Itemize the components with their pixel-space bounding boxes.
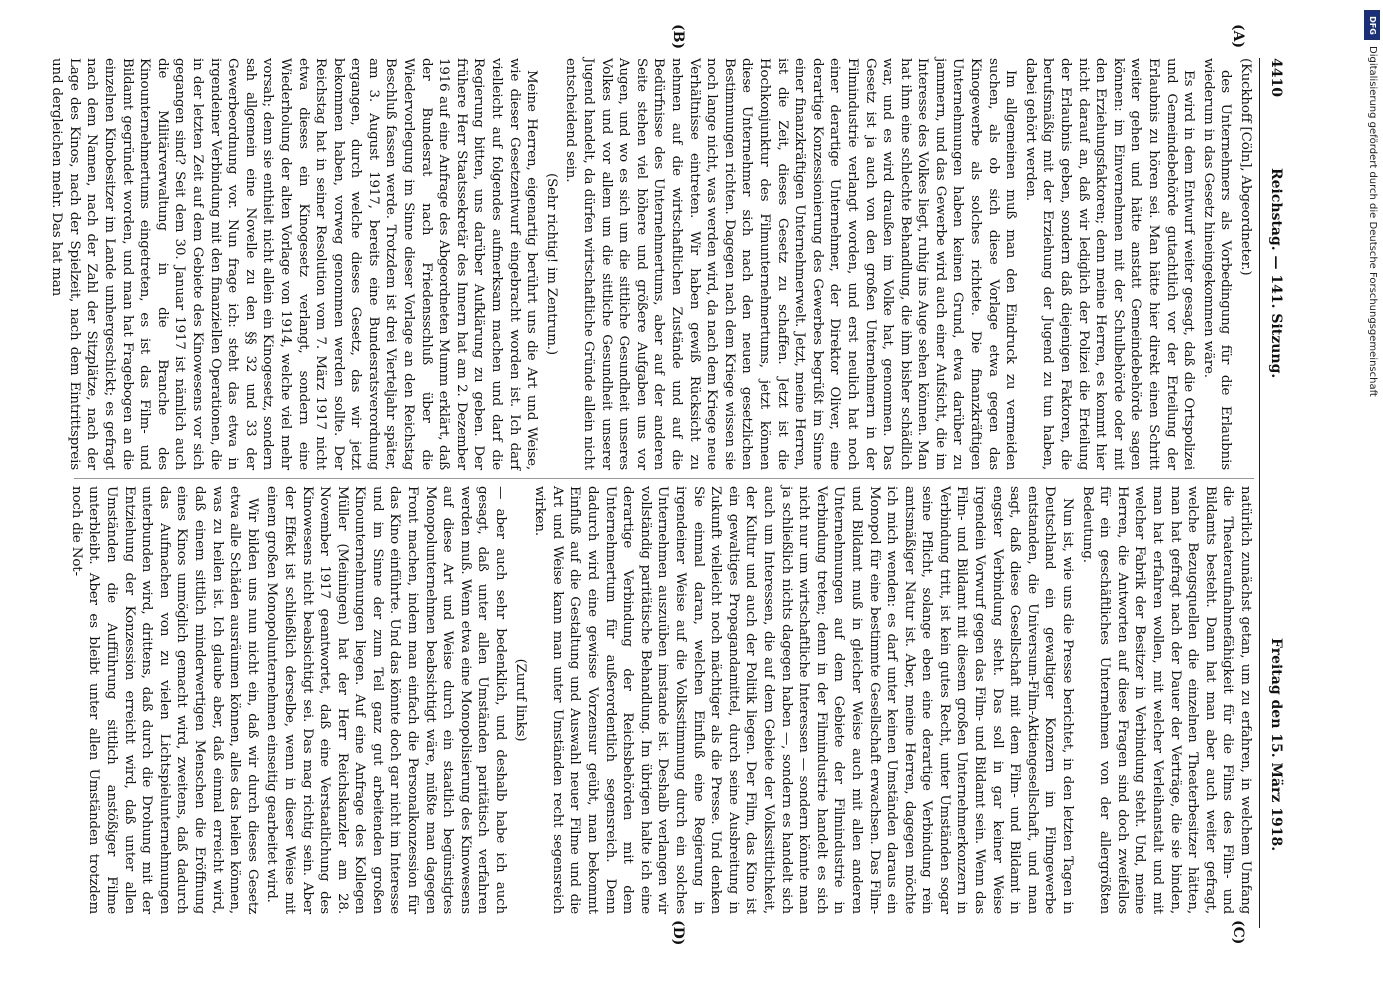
- page-number: 4410: [1268, 58, 1284, 97]
- interjection: (Sehr richtig! im Zentrum.): [543, 173, 559, 355]
- dfg-logo-icon: [1364, 10, 1380, 40]
- left-column: [49, 58, 1254, 470]
- credit-text: Digitalisierung gefördert durch die Deutsche Forschungsgemeinschaft: [1367, 46, 1378, 397]
- column-divider: [74, 478, 1254, 479]
- margin-marker-c: (C): [1230, 920, 1246, 945]
- margin-marker-a: (A): [1230, 24, 1246, 49]
- interjection: (Zuruf links): [512, 658, 528, 742]
- header-right-title: Freitag den 15. März 1918.: [1268, 638, 1284, 852]
- left-paragraph: des Unternehmers als Vorbedingung für die Erlaubnis wiederum in das Gesetz hineingekommen wäre.: [1200, 58, 1234, 470]
- left-paragraph: Meine Herren, eigenartig berührt uns die Art und Weise, wie dieser Gesetzentwurf eingebracht worden ist. Ich darf vielleicht auf folgendes aufmerksam machen und darf die Regierung bitten, uns darüber Aufklärung zu geben. Der frühere Herr Staatssekretär des Innern hat am 2. Dezember 1916 auf eine Anfrage des Abgeordneten Mumm erklärt, daß der Bundesrat nach Friedensschluß über die Wiedervorlegung im Sinne dieser Vorlage an den Reichstag Beschluß fassen werde. Trotzdem ist drei Vierteljahr später, am 3. August 1917, bereits eine Bundesratsverordnung ergangen, durch welche dieses Gesetz, das wir jetzt bekommen haben, vorweg genommen werden sollte. Der Reichstag hat in seiner Resolution vom 7. März 1917 nicht etwa dieses ein Kinogesetz verlangt, sondern eine Wiederholung der alten Vorlage von 1914, welche viel mehr vorsah; denn sie enthielt nicht allein ein Kinogesetz, sondern sah allgemein eine Novelle zu den §§ 32 und 33 der Gewerbeordnung vor. Nun frage ich: steht das etwa in irgendeiner Verbindung mit den finanziellen Operationen, die in der letzten Zeit auf dem Gebiete des Kinowesens vor sich gegangen sind? Seit dem 30. Januar 1917 ist nämlich auch die Militärverwaltung in die Branche des Kinounternehmertums eingetreten, es ist das Film- und Bildamt gegründet worden, und man hat Fragebogen an die einzelnen Kinobesitzer im Lande umhergeschickt; es gefragt nach dem Namen, nach der Zahl der Sitzplätze, nach der Lage des Kinos, nach der Spielzeit, nach dem Eintrittspreis und dergleichen mehr. Das hat man: [49, 58, 540, 470]
- right-paragraph: Wir bilden uns nun nicht ein, daß wir durch dieses Gesetz etwa alle Schäden ausräumen können, alles das heilen können, was zu heilen ist. Ich glaube aber, daß einmal erreicht wird, daß einem sittlich minderwertigen Menschen die Eröffnung eines Kinos unmöglich gemacht wird, zweitens, daß dadurch das Aufmachen von zu vielen Lichtspielunternehmungen unterbunden wird, drittens, daß durch die Drohung mit der Entziehung der Konzession erreicht wird, daß unter allen Umständen die Aufführung sittlich anstößiger Filme unterbleibt. Aber es bleibt unter allen Umständen trotzdem noch die Not-: [68, 486, 260, 914]
- dfg-logo-text: DFG: [1367, 15, 1377, 35]
- left-paragraph: Im allgemeinen muß man den Eindruck zu vermeiden suchen, als ob sich diese Vorlage etwa gegen das Kinogewerbe als solches richtete. Die finanzkräftigen Unternehmungen haben keinen Grund, etwa darüber zu jammern, und das Gewerbe wird auch einer Aufsicht, die im Interesse des Volkes liegt, ruhig ins Auge sehen können. Man hat ihm eine schlechte Behandlung, die ihm bisher schädlich war, und es wird draußen im Volke hat, genommen. Das Gesetz ist ja auch von den großen Unternehmern in der Filmindustrie verlangt worden, und erst neulich hat noch einer derartige Unternehmer, der Direktor Oliver, eine derartige Konzessionierung des Gewerbes begrüßt im Sinne einer finanzkräftigen Unternehmerwelt. Jetzt, meine Herren, ist die Zeit, dieses Gesetz zu schaffen. Jetzt ist die Hochkonjunktur des Filmunternehmertums, jetzt können diese Unternehmer sich nach den neuen gesetzlichen Bestimmungen richten. Dagegen nach dem Kriege wissen sie noch lange nicht, was werden wird, da nach dem Kriege neue Verhältnisse eintreten. Wir haben gewiß Rücksicht zu nehmen auf die wirtschaftlichen Zustände und auf die Bedürfnisse des Unternehmertums, aber auf der anderen Seite stehen viel höhere und größere Aufgaben uns vor Augen, und wo es sich um die sittliche Gesundheit unseres Volkes und vor allem um die sittliche Gesundheit unserer Jugend handelt, da dürfen wirtschaftliche Gründe allein nicht entscheidend sein.: [563, 58, 1019, 470]
- right-paragraph: Nun ist, wie uns die Presse berichtet, in den letzten Tagen in Deutschland ein gewaltiger Konzern im Filmgewerbe entstanden, die Universum-Film-Aktiengesellschaft, und man sagt, daß diese Gesellschaft mit dem Film- und Bildamt in engster Verbindung steht. Das soll in gar keiner Weise irgendein Vorwurf gegen das Film- und Bildamt sein. Wenn das Film- und Bildamt mit diesem großen Unternehmerkonzern in Verbindung tritt, ist kein gutes Recht, unter Umständen sogar seine Pflicht, solange eben eine derartige Verbindung rein amtsmäßiger Natur ist. Aber, meine Herren, dagegen möchte ich mich wenden: es darf unter keinen Umständen daraus ein Monopol für eine bestimmte Gesellschaft erwachsen. Das Film- und Bildamt muß in gleicher Weise auch mit allen anderen Unternehmungen auf dem Gebiete der Filmindustrie in Verbindung treten; denn in der Filmindustrie handelt es sich nicht nur um wirtschaftliche Interessen — sondern könnte man ja schließlich nichts dagegen haben —, sondern es handelt sich auch um Interessen, die auf dem Gebiete der Volkssittlichkeit, der Kultur und auch der Politik liegen. Der Film, das Kino ist ein gewaltiges Propagandamittel, durch seine Ausbreitung in Zukunft vielleicht noch mächtiger als die Presse. Und denken Sie einmal daran, welchen Einfluß eine Regierung in irgendeiner Weise auf die Volksstimmung durch ein solches Unternehmen auszuüben imstande ist. Deshalb verlangen wir vollständig paritätische Behandlung. Im übrigen halte ich eine derartige Verbindung der Reichsbehörden mit dem Unternehmertum für außerordentlich segensreich. Denn dadurch wird eine gewisse Vorzensur geübt, man bekommt Einfluß auf die Gestaltung und Auswahl neuer Filme und die Art und Weise kann man unter Umständen recht segensreich wirken.: [532, 486, 1076, 914]
- header-left-title: Reichstag. — 141. Sitzung.: [1268, 168, 1284, 379]
- rotated-page-content: [49, 24, 1286, 946]
- right-column: [68, 486, 1254, 914]
- margin-marker-b: (B): [670, 24, 686, 50]
- speaker-label: (Kuckhoff [Cöln], Abgeordneter.): [1238, 58, 1253, 276]
- right-paragraph: — aber auch sehr bedenklich, und deshalb habe ich auch gesagt, daß unter allen Umständen paritätisch verfahren werden muß. Wenn etwa eine Monopolisierung des Kinowesens auf diese Art und Weise durch ein staatlich begünstigtes Monopolunternehmen beabsichtigt wäre, müßte man dagegen Front machen, indem man einfach die Personalkonzession für das Kino einführte. Und das könnte doch gar nicht im Interesse und im Sinne der zum Teil ganz gut arbeitenden großen Kinounternehmungen liegen. Auf eine Anfrage des Kollegen Müller (Meiningen) hat der Herr Reichskanzler am 28. November 1917 geantwortet, daß eine Verstaatlichung des Kinowesens nicht beabsichtigt sei. Das mag richtig sein. Aber der Effekt ist schließlich derselbe, wenn in dieser Weise mit einem großen Monopolunternehmen einseitig gearbeitet wird.: [264, 486, 509, 914]
- right-paragraph: natürlich zunächst getan, um zu erfahren, in welchem Umfang die Theateraufnahmefähigkeit für die Films des Film- und Bildamts besteht. Dann hat man aber auch weiter gefragt, welche Bezugsquellen die einzelnen Theaterbesitzer hätten, man hat gefragt nach der Dauer der Verträge, die sie binden, man hat erfahren wollen, mit welcher Verleihanstalt und mit welcher Fabrik der Besitzer in Verbindung steht. Und, meine Herren, die Antworten auf diese Fragen sind doch zweifellos für ein geschäftliches Unternehmen von der allergrößten Bedeutung.: [1079, 486, 1253, 914]
- digitization-credit: [1362, 6, 1382, 996]
- page-header: [1260, 58, 1286, 928]
- left-paragraph: Es wird in dem Entwurf weiter gesagt, daß die Ortspolizei und Gemeindebehörde gutachtlich vor der Erteilung der Erlaubnis zu hören sei. Man hätte hier direkt einen Schritt weiter gehen und hätte anstatt Gemeindebehörde sagen können: im Einvernehmen mit der Schulbehörde oder mit den Erziehungsfaktoren; denn meine Herren, es kommt hier nicht darauf an, daß wir lediglich der Polizei die Erteilung der Erlaubnis geben, sondern daß diejenigen Faktoren, die berufsmäßig mit der Erziehung der Jugend zu tun haben, dabei gehört werden.: [1022, 58, 1197, 470]
- header-rule: [1259, 58, 1260, 928]
- margin-marker-d: (D): [670, 920, 686, 946]
